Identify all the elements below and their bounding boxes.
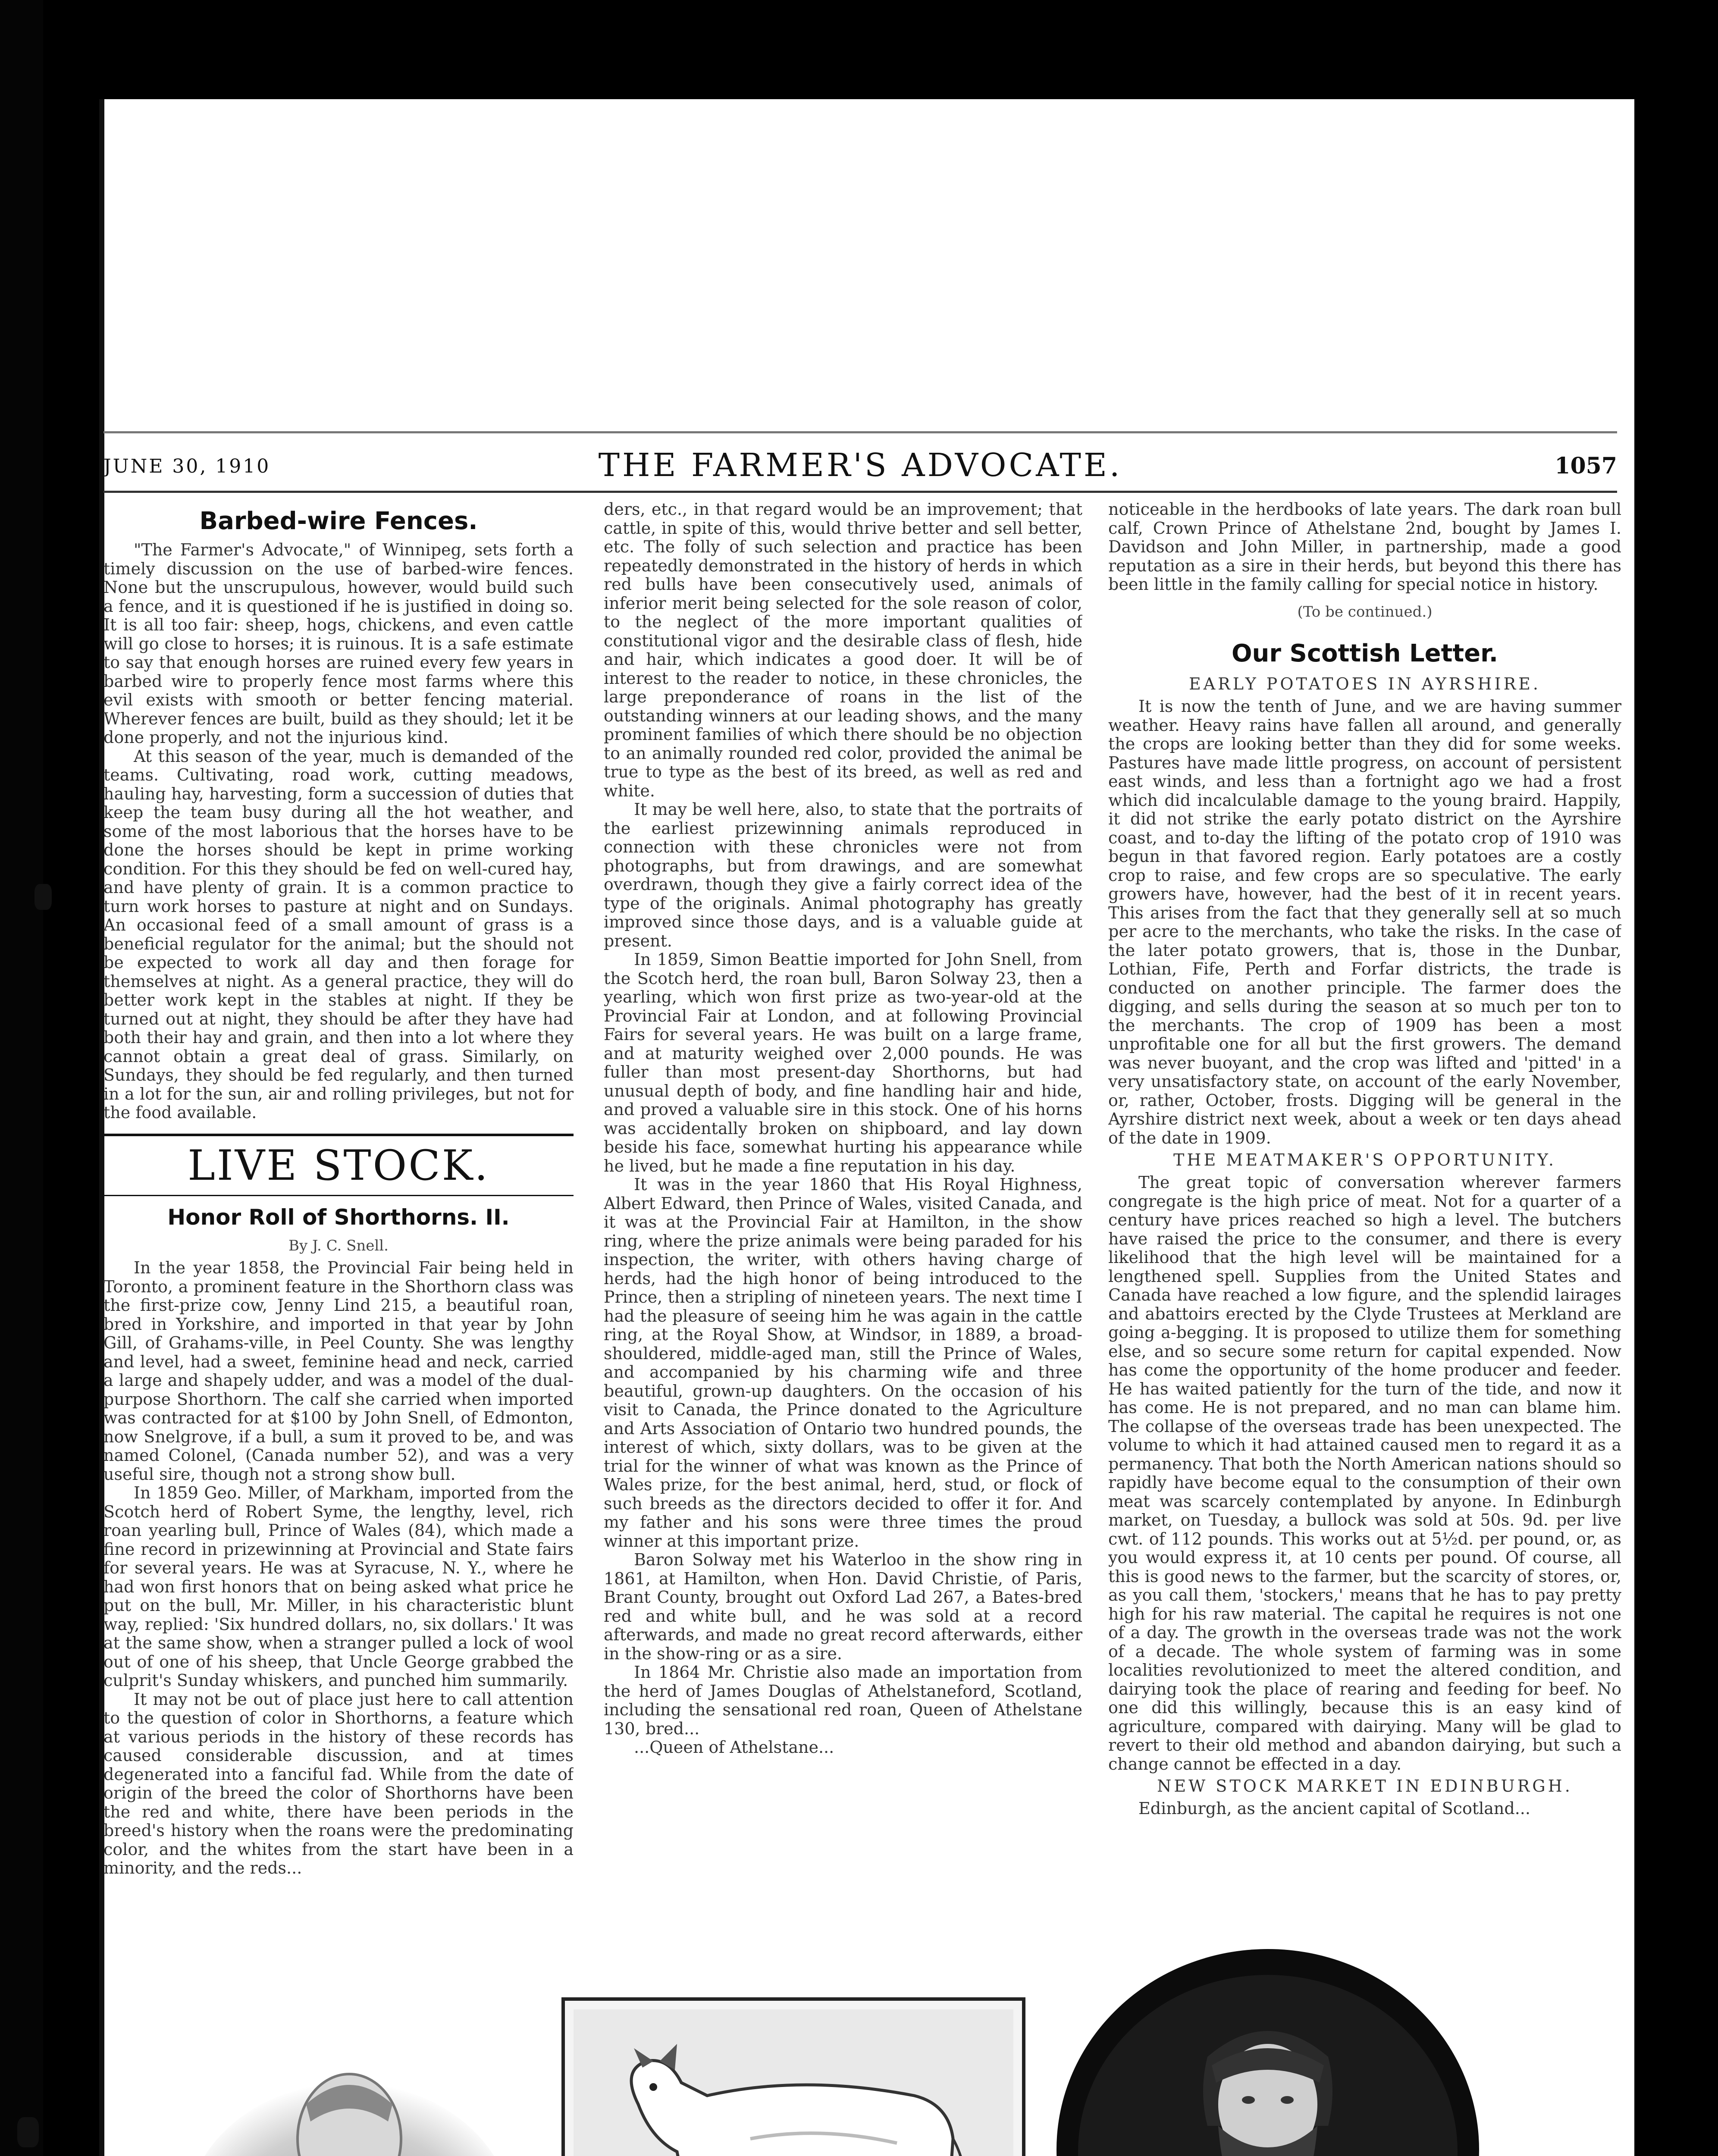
column-2 [604,500,1082,1975]
paragraph: In the year 1858, the Provincial Fair being held in Toronto, a prominent feature in the Shorthorn class was the first-prize cow, Jenny Lind 215, a beautiful roan, bred in Yorkshire, and imported in that year by John Gill, of Grahams-ville, in Peel County. She was lengthy and level, had a sweet, feminine head and neck, carried a large and shapely udder, and was a model of the dual-purpose Shorthorn. The calf she carried when imported was contracted for at $100 by John Snell, of Edmonton, now Snelgrove, if a bull, a sum it proved to be, and was named Colonel, (Canada number 52), and was a very useful sire, though not a strong show bull. [103,1258,574,1484]
subheading-meatmaker: THE MEATMAKER'S OPPORTUNITY. [1173,1150,1556,1169]
paragraph: It may not be out of place just here to call attention to the question of color in Shorthorns, a feature which at various periods in the history of these records has caused considerable discussion, and at times degenerated into a fanciful fad. While from the date of origin of the breed the color of Shorthorns have been the red and white, there have been periods in the breed's history when the roans were the predominating color, and the whites from the start have been in a minority, and the reds... [103,1689,574,1877]
illustration-baron-solway [561,1996,1026,2156]
byline: By J. C. Snell. [288,1237,389,1254]
portrait-photo-stone [181,2048,517,2156]
section-rule [103,1134,574,1136]
paragraph: "The Farmer's Advocate," of Winnipeg, sets forth a timely discussion on the use of barbed-wire fences. None but the unscrupulous, however, would build such a fence, and it is questioned if he is justified in doing so. It is all too fair: sheep, hogs, chickens, and even cattle will go close to horses; it is ruinous. It is a safe estimate to say that enough horses are ruined every few years in barbed wire to properly fence most farms where this evil exists with smooth or better fencing material. Wherever fences are built, build as they should; let it be done properly, and not the injurious kind. [103,540,574,747]
to-be-continued: (To be continued.) [1297,603,1433,620]
live-stock-title: LIVE STOCK. [188,1141,489,1190]
heading-honor-roll: Honor Roll of Shorthorns. II. [167,1204,510,1230]
column-3 [1108,500,1621,1975]
paragraph: ders, etc., in that regard would be an improvement; that cattle, in spite of this, would thrive better and sell better, etc. The folly of such selection and practice has been repeatedly demonstrated in the history of herds in which red bulls have been consecutively used, animals of inferior merit being selected for the sole reason of color, to the neglect of the more important qualities of constitutional vigor and the desirable class of flesh, hide and hair, which indicates a good doer. It will be of interest to the reader to notice, in these chronicles, the large preponderance of roans in the list of the outstanding winners at our leading shows, and the many prominent families of which there should be no objection to an animally rounded red color, provided the animal be true to type as the best of its breed, as well as red and white. [604,500,1082,800]
subheading-early-potatoes: EARLY POTATOES IN AYRSHIRE. [1188,674,1541,693]
paragraph: ...Queen of Athelstane... [634,1738,834,1757]
section-rule [103,1195,574,1196]
portrait-photo-beattie [1052,1945,1483,2156]
paragraph: noticeable in the herdbooks of late years. The dark roan bull calf, Crown Prince of Athelstane 2nd, bought by James I. Davidson and John Miller, in partnership, made a good reputation as a sire in their herds, but beyond this there has been little in the family calling for special notice in history. [1108,500,1621,594]
header-rule [103,491,1617,493]
paragraph: In 1864 Mr. Christie also made an importation from the herd of James Douglas of Athelstaneford, Scotland, including the sensational red roan, Queen of Athelstane 130, bred... [604,1663,1082,1738]
newspaper-page [99,99,1634,2156]
scan-border [0,0,43,2156]
paragraph: At this season of the year, much is demanded of the teams. Cultivating, road work, cutting meadows, hauling hay, harvesting, form a succession of duties that keep the team busy during all the hot weather, and some of the most laborious that the horses have to be done the horses should be kept in prime working condition. For this they should be fed on well-cured hay, and have plenty of grain. It is a common practice to turn work horses to pasture at night and on Sundays. An occasional feed of a small amount of grass is a beneficial regulator for the animal; but the should not be expected to work all day and then forage for themselves at night. As a general practice, they will do better work kept in the stables at night. If they be turned out at night, they should be after they have had both their hay and grain, and then into a lot where they cannot obtain a great deal of grass. Similarly, on Sundays, they should be fed regularly, and then turned in a lot for the sun, air and rolling privileges, but not for the food available. [103,746,574,1122]
paragraph: Baron Solway met his Waterloo in the show ring in 1861, at Hamilton, when Hon. David Christie, of Paris, Brant County, brought out Oxford Lad 267, a Bates-bred red and white bull, and he was sold at a record afterwards, and made no great record afterwards, either in the show-ring or as a sire. [604,1550,1082,1663]
masthead-title: THE FARMER'S ADVOCATE. [598,447,1122,484]
paragraph: In 1859 Geo. Miller, of Markham, imported from the Scotch herd of Robert Syme, the lengthy, level, rich roan yearling bull, Prince of Wales (84), which made a fine record in prizewinning at Provincial and State fairs for several years. He was at Syracuse, N. Y., where he had won first honors that on being asked what price he put on the bull, Mr. Miller, in his characteristic blunt way, replied: 'Six hundred dollars, no, six dollars.' It was at the same show, when a stranger pulled a lock of wool out of one of his sheep, that Uncle George grabbed the culprit's Sunday whiskers, and punched him summarily. [103,1483,574,1690]
paragraph: In 1859, Simon Beattie imported for John Snell, from the Scotch herd, the roan bull, Baron Solway 23, then a yearling, which won first prize as two-year-old at the Provincial Fair at London, and at following Provincial Fairs for several years. He was built on a large frame, and at maturity weighed over 2,000 pounds. He was fuller than most present-day Shorthorns, but had unusual depth of body, and fine handling hair and hide, and proved a valuable sire in this stock. One of his horns was accidentally broken on shipboard, and lay down beside his face, somewhat hurting his appearance while he lived, but he made a fine reputation in his day. [604,950,1082,1175]
paragraph: The great topic of conversation wherever farmers congregate is the high price of meat. Not for a quarter of a century have prices reached so high a level. The butchers have raised the price to the consumer, and there is every likelihood that the high level will be maintained for a lengthened spell. Supplies from the United States and Canada have reached a low figure, and the splendid lairages and abattoirs erected by the Clyde Trustees at Merkland are going a-begging. It is proposed to utilize them for something else, and so secure some return for capital expended. Now has come the opportunity of the home producer and feeder. He has waited patiently for the turn of the tide, and now it has come. He is not prepared, and no man can blame him. The collapse of the overseas trade has been unexpected. The volume to which it had attained caused men to regard it as a permanency. That both the North American nations should so rapidly have become equal to the consumption of their own meat was scarcely contemplated by anyone. In Edinburgh market, on Tuesday, a bullock was sold at 50s. 9d. per live cwt. of 112 pounds. This works out at 5½d. per pound, or, as you would express it, at 10 cents per pound. Of course, all this is good news to the farmer, but the scarcity of stores, or, as you call them, 'stockers,' means that he has to pay pretty high for his raw material. The capital he requires is not one of a day. The growth in the overseas trade was not the work of a decade. The whole system of farming was in some localities revolutionized to meet the altered condition, and dairying took the place of rearing and feeding for beef. No one did this willingly, because this is an easy kind of agriculture, compared with dairying. Many will be glad to revert to their old method and abandon dairying, but such a change cannot be effected in a day. [1108,1173,1621,1774]
column-1 [103,500,574,1975]
paragraph: It was in the year 1860 that His Royal Highness, Albert Edward, then Prince of Wales, visited Canada, and it was at the Provincial Fair at Hamilton, in the show ring, where the prize animals were being paraded for his inspection, the writer, with others having charge of herds, had the high honor of being introduced to the Prince, then a stripling of nineteen years. The next time I had the pleasure of seeing him he was again in the cattle ring, at the Royal Show, at Windsor, in 1889, a broad-shouldered, middle-aged man, still the Prince of Wales, and accompanied by his charming wife and three beautiful, grown-up daughters. On the occasion of his visit to Canada, the Prince donated to the Agriculture and Arts Association of Ontario two hundred pounds, the interest of which, sixty dollars, was to be given at the trial for the winner of what was known as the Prince of Wales prize, for the best animal, herd, stud, or flock of such breeds as the directors decided to offer it for. And my father and his sons were three times the proud winner at this important prize. [604,1175,1082,1551]
heading-barbed-wire-fences: Barbed-wire Fences. [199,507,478,535]
page-number: 1057 [1555,453,1617,479]
page-header [103,444,1617,492]
scan-margin-mark [17,2117,39,2147]
header-date: JUNE 30, 1910 [103,455,271,477]
heading-scottish-letter: Our Scottish Letter. [1231,639,1499,667]
paragraph: It is now the tenth of June, and we are having summer weather. Heavy rains have fallen all around, and generally the crops are looking better than they did for some weeks. Pastures have made little progress, on account of persistent east winds, and less than a fortnight ago we had a frost which did incalculable damage to the young braird. Happily, it did not strike the early potato district on the Ayrshire coast, and to-day the lifting of the potato crop of 1910 was begun in that favored region. Early potatoes are a costly crop to raise, and few crops are so speculative. The early growers have, however, had the best of it in recent years. This arises from the fact that they generally sell at so much per acre to the merchants, who take the risks. In the case of the later potato growers, that is, those in the Dunbar, Lothian, Fife, Perth and Forfar districts, the trade is conducted on another principle. The farmer does the digging, and sells during the season at so much per ton to the merchants. The crop of 1909 has been a most unprofitable one for all but the first growers. The demand was never buoyant, and the crop was lifted and 'pitted' in a very unsatisfactory state, on account of the early November, or, rather, October, frosts. Digging will be general in the Ayrshire district next week, about a week or ten days ahead of the date in 1909. [1108,697,1621,1147]
paragraph: Edinburgh, as the ancient capital of Scotland... [1138,1799,1530,1818]
paragraph: It may be well here, also, to state that the portraits of the earliest prizewinning animals reproduced in connection with these chronicles were not from photographs, but from drawings, and are somewhat overdrawn, though they give a fairly correct idea of the type of the originals. Animal photography has greatly improved since those days, and is a valuable guide at present. [604,800,1082,950]
header-top-rule [103,431,1617,433]
scan-margin-mark [34,884,52,910]
subheading-stock-market: NEW STOCK MARKET IN EDINBURGH. [1157,1777,1573,1796]
